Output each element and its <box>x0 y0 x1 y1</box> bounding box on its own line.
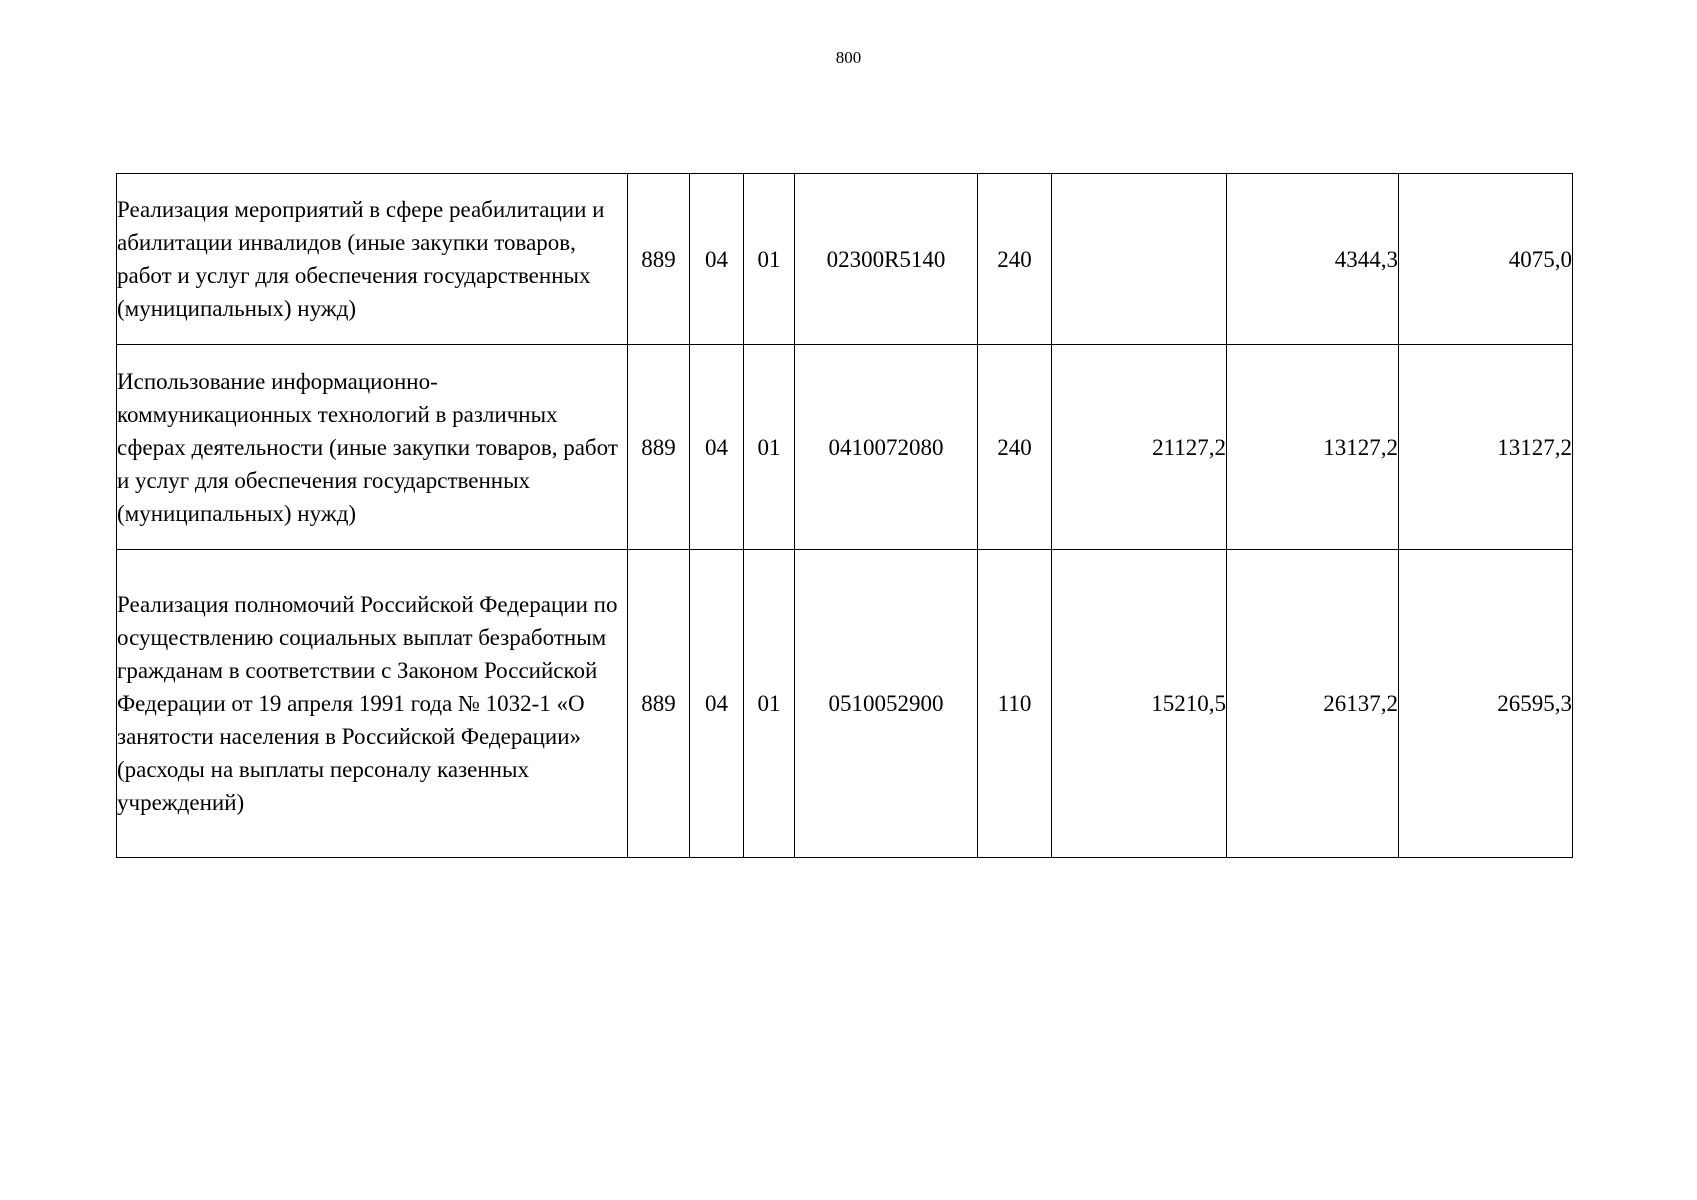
section-code: 04 <box>690 550 744 858</box>
page-number: 800 <box>835 48 862 67</box>
expense-type-code: 110 <box>978 550 1052 858</box>
amount-3: 13127,2 <box>1399 345 1573 550</box>
section-code: 04 <box>690 345 744 550</box>
target-article-code: 0510052900 <box>795 550 978 858</box>
amount-1 <box>1052 174 1227 345</box>
row-description: Реализация мероприятий в сфере реабилитации и абилитации инвалидов (иные закупки товаров, работ и услуг для обеспечения государственных (муниципальных) нужд) <box>117 174 628 345</box>
expense-type-code: 240 <box>978 174 1052 345</box>
amount-2: 4344,3 <box>1227 174 1399 345</box>
amount-1: 15210,5 <box>1052 550 1227 858</box>
amount-2: 26137,2 <box>1227 550 1399 858</box>
table-row <box>117 345 1573 550</box>
amount-2: 13127,2 <box>1227 345 1399 550</box>
target-article-code: 02300R5140 <box>795 174 978 345</box>
amount-3: 4075,0 <box>1399 174 1573 345</box>
section-code: 04 <box>690 174 744 345</box>
row-description: Использование информационно-коммуникационных технологий в различных сферах деятельности (иные закупки товаров, работ и услуг для обеспечения государственных (муниципальных) нужд) <box>117 345 628 550</box>
subsection-code: 01 <box>744 345 795 550</box>
expense-type-code: 240 <box>978 345 1052 550</box>
amount-3: 26595,3 <box>1399 550 1573 858</box>
table-row <box>117 550 1573 858</box>
table-row <box>117 174 1573 345</box>
subsection-code: 01 <box>744 550 795 858</box>
budget-table <box>116 173 1573 858</box>
ministry-code: 889 <box>628 174 690 345</box>
subsection-code: 01 <box>744 174 795 345</box>
target-article-code: 0410072080 <box>795 345 978 550</box>
ministry-code: 889 <box>628 550 690 858</box>
ministry-code: 889 <box>628 345 690 550</box>
amount-1: 21127,2 <box>1052 345 1227 550</box>
row-description: Реализация полномочий Российской Федерации по осуществлению социальных выплат безработным гражданам в соответствии с Законом Российской Федерации от 19 апреля 1991 года № 1032-1 «О занятости населения в Российской Федерации» (расходы на выплаты персоналу казенных учреждений) <box>117 550 628 858</box>
